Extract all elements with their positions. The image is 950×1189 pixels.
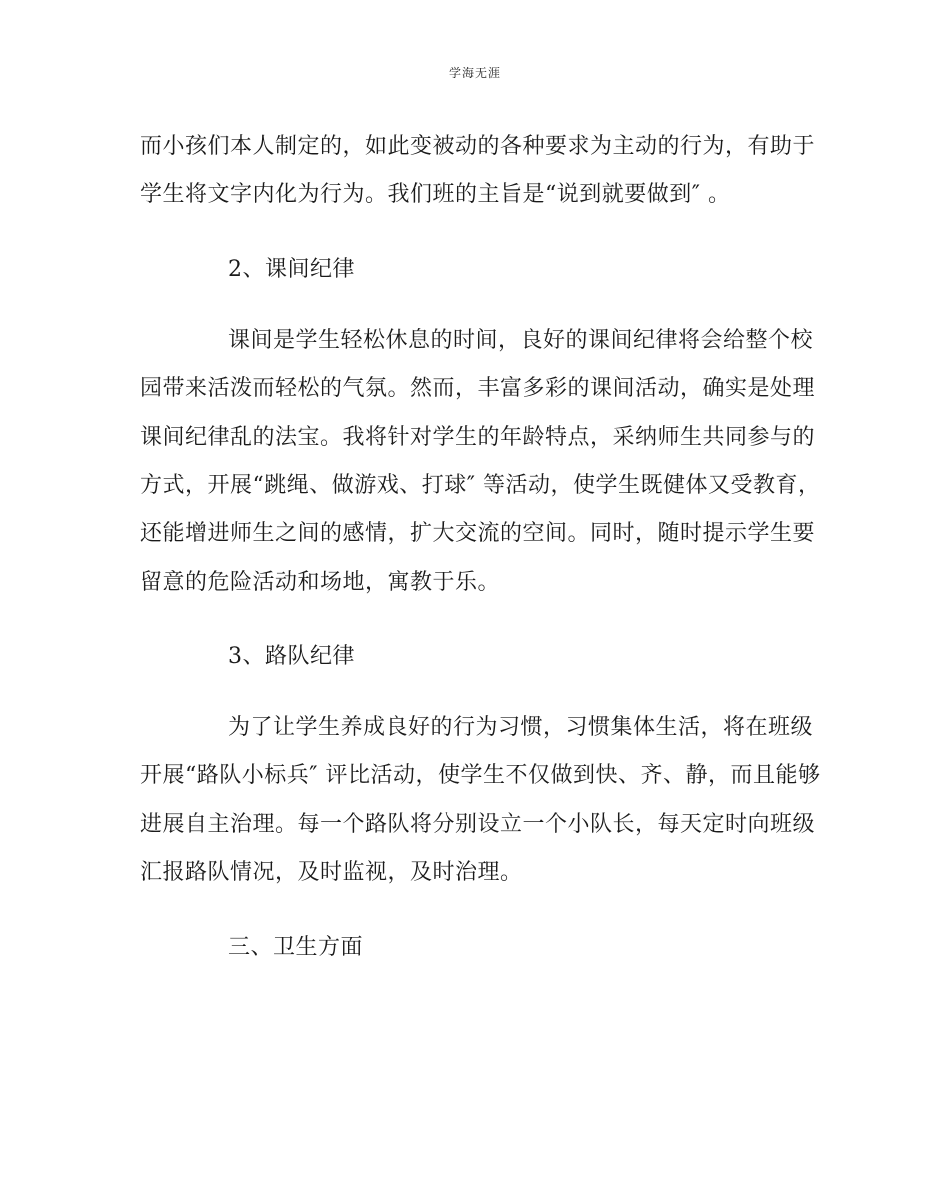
section-heading: 三、卫生方面	[228, 935, 364, 960]
paragraph-line: 留意的危险活动和场地，寓教于乐。	[140, 570, 501, 595]
paragraph-line: 进展自主治理。每一个路队将分别设立一个小队长，每天定时向班级	[140, 812, 816, 837]
paragraph-line: 为了让学生养成良好的行为习惯，习惯集体生活，将在班级	[228, 715, 814, 740]
section-heading: 2、课间纪律	[228, 257, 355, 282]
section-heading: 3、路队纪律	[228, 644, 355, 669]
paragraph-line: 开展“路队小标兵″ 评比活动，使学生不仅做到快、齐、静，而且能够	[140, 763, 821, 788]
paragraph-line: 课间是学生轻松休息的时间，良好的课间纪律将会给整个校	[228, 328, 814, 353]
page-header: 学海无涯	[448, 66, 501, 80]
paragraph-line: 汇报路队情况，及时监视，及时治理。	[140, 860, 523, 885]
paragraph-line: 园带来活泼而轻松的气氛。然而，丰富多彩的课间活动，确实是处理	[140, 376, 816, 401]
paragraph-line: 还能增进师生之间的感情，扩大交流的空间。同时，随时提示学生要	[140, 521, 816, 546]
paragraph-line: 学生将文字内化为行为。我们班的主旨是“说到就要做到″ 。	[140, 182, 731, 207]
paragraph-line: 方式，开展“跳绳、做游戏、打球″ 等活动，使学生既健体又受教育，	[140, 473, 821, 498]
paragraph-line: 课间纪律乱的法宝。我将针对学生的年龄特点，采纳师生共同参与的	[140, 425, 816, 450]
paragraph-line: 而小孩们本人制定的，如此变被动的各种要求为主动的行为，有助于	[140, 134, 816, 159]
